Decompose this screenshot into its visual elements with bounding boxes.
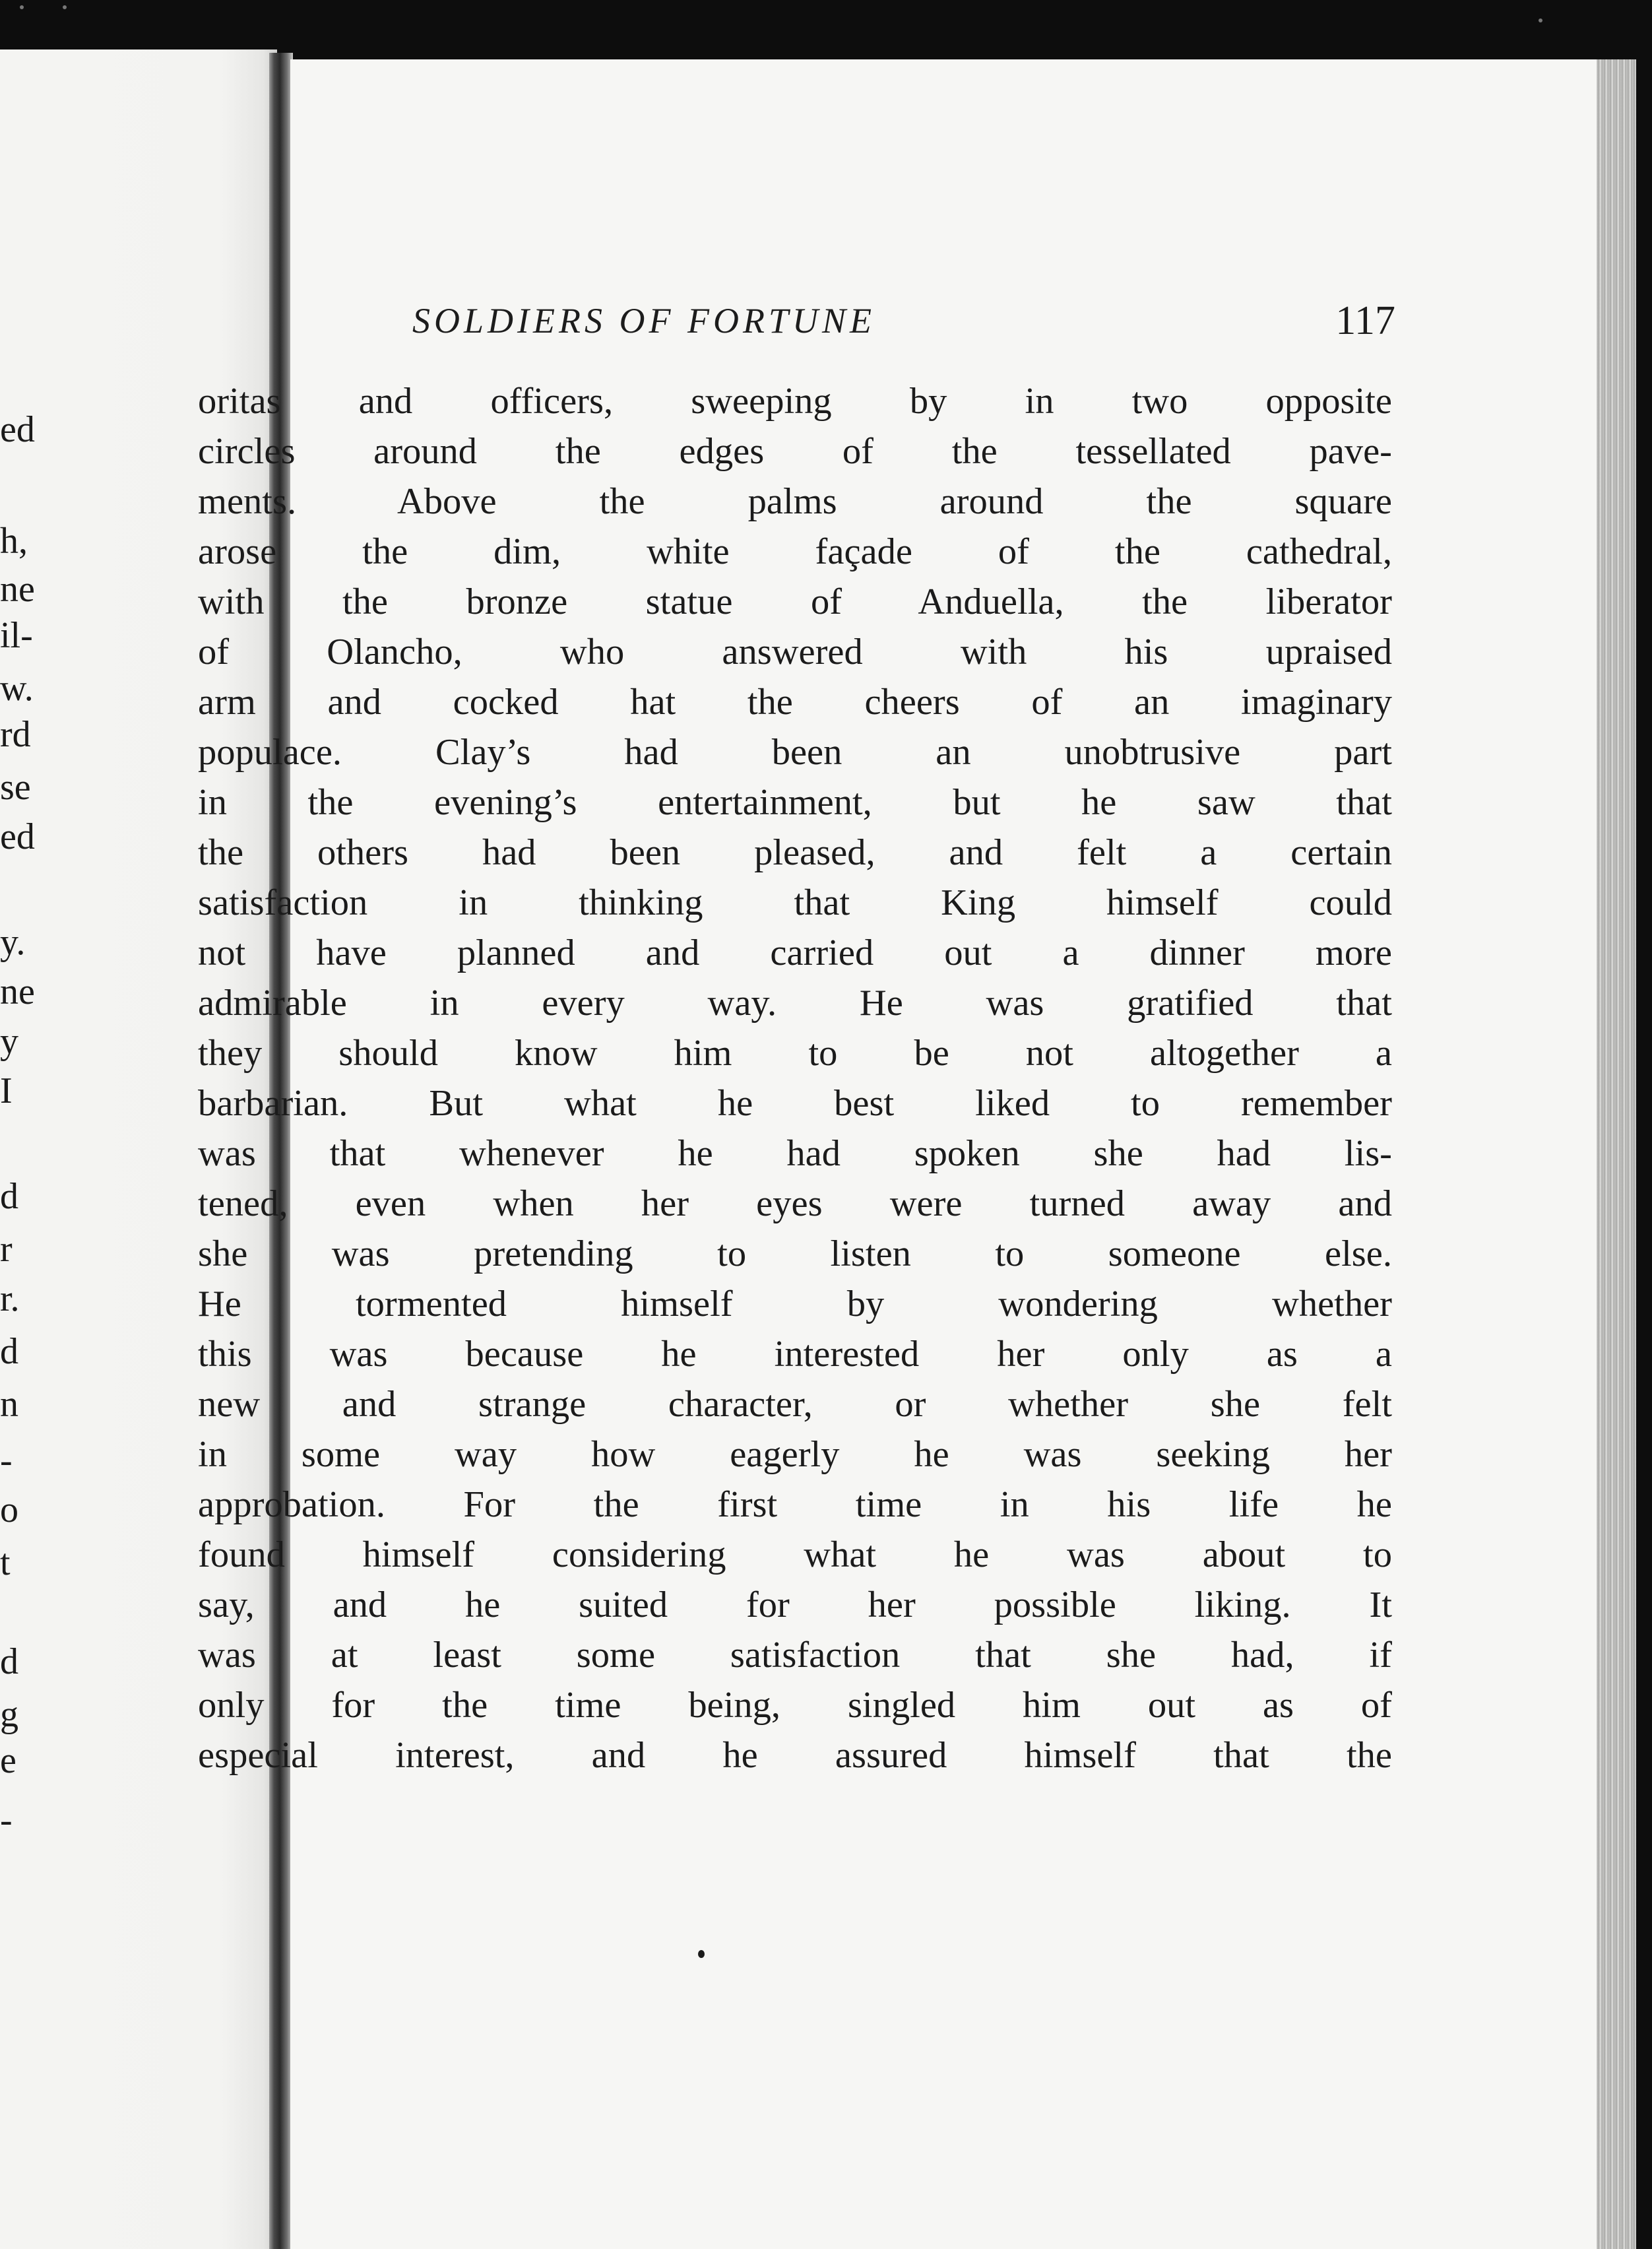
text-line: was that whenever he had spoken she had lis- [198,1133,1392,1174]
text-line: arm and cocked hat the cheers of an imaginary [198,682,1392,723]
text-line: the others had been pleased, and felt a certain [198,832,1392,873]
text-line: approbation. For the first time in his life he [198,1484,1392,1525]
page-stack-edge [1597,59,1636,2249]
text-line: He tormented himself by wondering whether [198,1284,1392,1324]
text-line: in some way how eagerly he was seeking her [198,1434,1392,1475]
left-page-fragment: - [0,1800,13,1841]
scan-speck [63,5,67,9]
body-text [198,376,1392,1780]
scan-speck [20,5,24,9]
text-line: in the evening’s entertainment, but he saw that [198,782,1392,823]
text-line: ments. Above the palms around the square [198,481,1392,522]
running-head [412,300,1395,373]
left-page-fragment: w. [0,668,34,709]
left-page-fragment: - [0,1440,13,1481]
text-line: admirable in every way. He was gratified that [198,983,1392,1024]
text-line: barbarian. But what he best liked to remember [198,1083,1392,1124]
text-line: found himself considering what he was about to [198,1534,1392,1575]
text-line: of Olancho, who answered with his upraised [198,632,1392,672]
left-page-fragment: ed [0,816,35,857]
left-page-fragment: ne [0,971,35,1012]
left-page-fragment: se [0,767,31,808]
text-line: especial interest, and he assured himself that the [198,1735,1392,1776]
text-line: arose the dim, white façade of the cathedral, [198,531,1392,572]
text-line: was at least some satisfaction that she had, if [198,1635,1392,1676]
left-page-fragment: e [0,1740,16,1781]
text-line: circles around the edges of the tessellated pave- [198,431,1392,472]
text-line: they should know him to be not altogether a [198,1033,1392,1074]
text-line: only for the time being, singled him out as of [198,1685,1392,1726]
left-page-fragment: y [0,1021,18,1062]
left-page-fragment: d [0,1641,18,1682]
left-page-fragment: il- [0,615,33,656]
text-line: populace. Clay’s had been an unobtrusive part [198,732,1392,773]
left-page-fragment: t [0,1542,11,1583]
left-page-fragment: rd [0,714,31,755]
left-page-fragment: I [0,1070,13,1111]
left-page-fragment: o [0,1489,18,1530]
scan-border-top [0,0,1652,49]
left-page-fragment: ne [0,569,35,610]
running-title: SOLDIERS OF FORTUNE [412,301,875,341]
text-line: tened, even when her eyes were turned away and [198,1183,1392,1224]
text-line: say, and he suited for her possible liking. It [198,1584,1392,1625]
left-page-fragment: d [0,1331,18,1372]
left-page-fragment: g [0,1694,18,1735]
text-line: not have planned and carried out a dinner more [198,932,1392,973]
scan-speck [1539,18,1542,22]
left-page-fragment: h, [0,521,28,562]
left-page-fragment: r [0,1229,13,1270]
page-number: 117 [1335,298,1395,343]
text-line: this was because he interested her only as a [198,1334,1392,1375]
left-page-fragment: n [0,1384,18,1425]
ink-speck [698,1950,705,1958]
text-line: satisfaction in thinking that King himself could [198,882,1392,923]
left-page-fragment: d [0,1176,18,1217]
text-line: oritas and officers, sweeping by in two opposite [198,381,1392,422]
text-line: with the bronze statue of Anduella, the liberator [198,581,1392,622]
text-line: she was pretending to listen to someone else. [198,1233,1392,1274]
left-page-fragment: r. [0,1278,20,1319]
left-page-fragment: y. [0,922,26,963]
left-page-fragment: ed [0,409,35,450]
text-line: new and strange character, or whether she felt [198,1384,1392,1425]
